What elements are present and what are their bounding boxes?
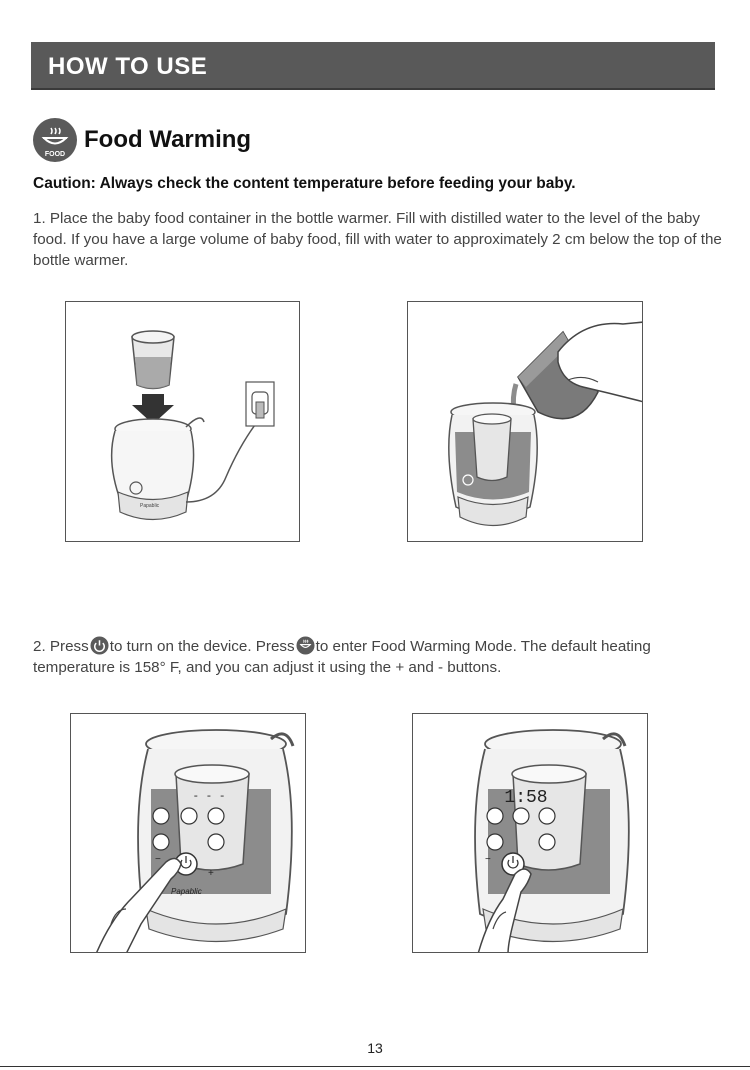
fig1-brand: Papablic [140,503,160,509]
step-2-part3: to enter Food Warming Mode. The default heating temperature is 158° F, and you can adjust it using the + and - buttons. [33,638,651,676]
fig3-brand: Papablic [171,887,202,896]
food-bowl-icon [32,117,78,163]
step-1-text: 1. Place the baby food container in the bottle warmer. Fill with distilled water to the level of the baby food. If you have a large volume of baby food, fill with water to approximately 2 cm below the top of the bottle warmer. [33,210,722,269]
figure-press-power [70,713,306,953]
section-title: Food Warming [84,126,252,153]
svg-text:−: − [485,854,491,865]
illustration-food-mode [413,714,648,953]
fig4-display: 1:58 [504,788,548,808]
svg-text:−: − [155,854,161,865]
figure-pour-water [407,301,643,542]
fig3-display: - - - [192,791,226,803]
header-title: HOW TO USE [48,53,208,80]
page-number: 13 [367,1040,383,1056]
svg-text:+: + [208,868,214,879]
food-bowl-icon [296,636,315,655]
illustration-pour-water [408,302,643,542]
footer-divider [0,1066,750,1067]
food-icon-label: FOOD [44,151,66,158]
step-2-text [33,636,733,678]
caution-text: Caution: Always check the content temperature before feeding your baby. [33,175,576,192]
step-2-part2: to turn on the device. Press [109,638,295,655]
step-2-part1: 2. Press [33,638,89,655]
illustration-press-power [71,714,306,953]
section-header-bar [31,42,715,90]
illustration-place-container [66,302,300,542]
figure-food-mode [412,713,648,953]
power-icon [90,636,109,655]
figure-place-container [65,301,300,542]
